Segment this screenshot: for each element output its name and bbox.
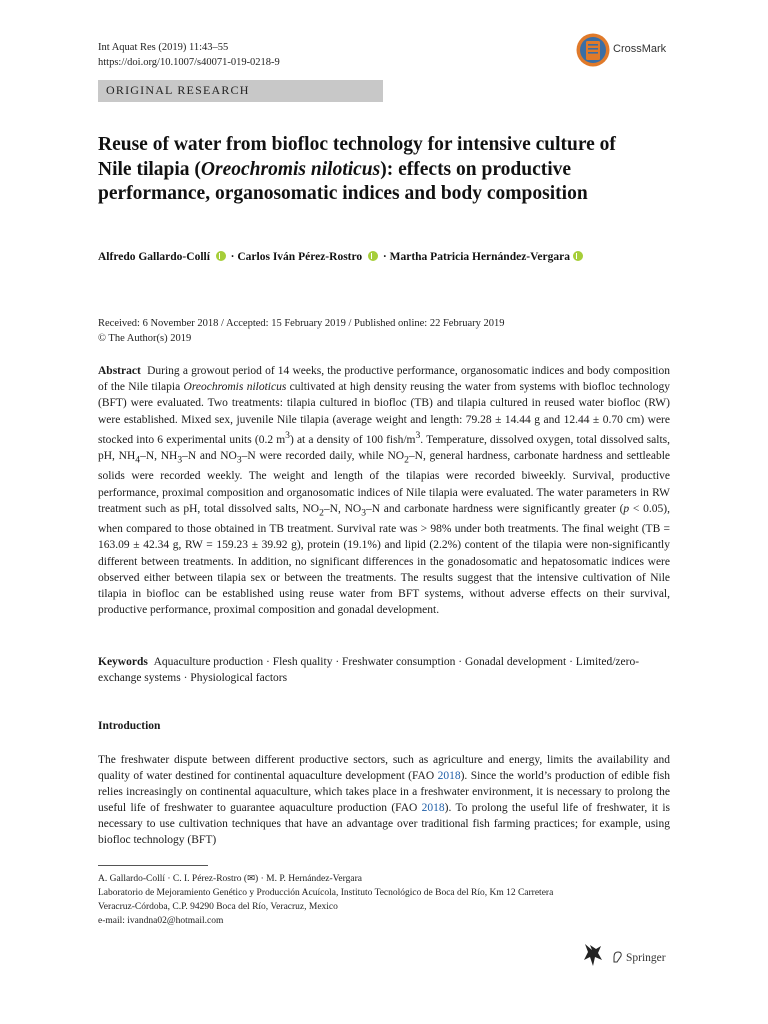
publisher-logo [582,940,682,970]
author-list: Alfredo Gallardo-Collí · Carlos Iván Pérez-Rostro · Martha Patricia Hernández-Vergara [98,251,698,263]
orcid-icon[interactable] [216,251,226,261]
keywords-label: Keywords [98,656,148,668]
journal-reference [98,40,280,70]
footnote-divider [98,865,208,866]
orcid-icon[interactable] [368,251,378,261]
footnote-authors: A. Gallardo-Collí · C. I. Pérez-Rostro (✉) · M. P. Hernández-Vergara [98,874,362,884]
abstract-label: Abstract [98,365,141,377]
author-name: Carlos Iván Pérez-Rostro [237,251,363,263]
keywords-list: Aquaculture production · Flesh quality · Freshwater consumption · Gonadal development · Limited/zero-exchange systems · Physiological factors [98,656,640,684]
title-species-name: Oreochromis niloticus [200,158,381,180]
springer-logo-icon [612,951,623,963]
abstract: Abstract During a growout period of 14 weeks, the productive performance, organosomatic indices and body composition of the Nile tilapia Oreochromis niloticus cultivated at high density reusing the water from systems with biofloc technology (BFT) were evaluated. Two treatments: tilapia cultured in biofloc (TB) and tilapia cultured in reused water biofloc (RW) were established. Mixed sex, juvenile Nile tilapia (average weight and length: 79.28 ± 14.44 g and 12.44 ± 0.70 cm) were stocked into 6 experimental units (0.2 $m^3$) at a density of 100 fish/$m^3$. Temperature, dissolved oxygen, total dissolved salts, pH, $NH_4-N$, $NH_3-N$ and $NO_3-N$ were recorded daily, while $NO_2-N$, general hardness, carbonate hardness and settleable solids were recorded weekly. The weight and length of the tilapias were recorded biweekly. Survival, productive performance, proximal composition and organosomatic indices of Nile tilapia were evaluated. The water parameters in RW treatment such as pH, total dissolved salts, $NO_2-N$, $NO_3-N$ and carbonate hardness were significantly greater (p < 0.05), when compared to those obtained in TB treatment. Survival rate was > 98% under both treatments. The final weight (TB = 163.09 ± 42.34 g, RW = 159.23 ± 39.92 g), protein (19.1%) and lipid (2.2%) content of the tilapia were non-significantly different between treatments. In addition, no significant differences in the gonadosomatic and hepatosomatic indices were observed either between tilapia sex or between the treatments. The results suggest that the intensive cultivation of Nile tilapia in biofloc can be established using reuse water from BFT systems, without adverse effects on their survival, productive performance, proximal composition and gonadal development. [98,365,671,617]
springer-horse-icon [582,942,604,968]
paper-title: Reuse of water from biofloc technology for intensive culture of Nile tilapia (Oreochromis niloticus): effects on productive performance, organosomatic indices and body composition [98,134,616,204]
publication-dates [98,316,505,346]
article-type-banner [98,80,383,102]
citation-link[interactable]: 2018 [437,770,461,782]
crossmark-icon [575,32,611,68]
author-name: Alfredo Gallardo-Collí [98,251,210,263]
section-heading-introduction: Introduction [98,720,161,732]
journal-citation: Int Aquat Res (2019) 11:43–55 [98,42,229,53]
author-name: Martha Patricia Hernández-Vergara [389,251,570,263]
crossmark-badge[interactable] [575,30,675,70]
contact-email[interactable]: e-mail: ivandna02@hotmail.com [98,916,224,926]
orcid-icon[interactable] [573,251,583,261]
affiliation-line: Laboratorio de Mejoramiento Genético y Producción Acuícola, Instituto Tecnológico de Boca del Río, Km 12 Carretera [98,888,554,898]
author-affiliation-footnote [98,872,670,928]
envelope-icon[interactable]: ✉ [247,874,256,884]
doi-link[interactable]: https://doi.org/10.1007/s40071-019-0218-9 [98,57,280,68]
article-type-label: ORIGINAL RESEARCH [106,83,250,97]
received-accepted-published: Received: 6 November 2018 / Accepted: 15 February 2019 / Published online: 22 February 2019 [98,318,505,329]
crossmark-label: CrossMark [613,43,667,55]
copyright-notice: © The Author(s) 2019 [98,333,192,344]
introduction-paragraph: The freshwater dispute between different productive sectors, such as agriculture and energy, limits the availability and quality of water destined for continental aquaculture development (FAO 2018). Since the world’s production of edible fish relies increasingly on continental aquaculture, which takes place in a freshwater environment, it is necessary to prolong the useful life of freshwater to guarantee aquaculture production (FAO 2018). To prolong the useful life of freshwater, it is necessary to use cultivation techniques that have an advantage over traditional fish farming practices; for example, using biofloc technology (BFT) [98,754,670,846]
keywords [98,654,670,686]
affiliation-line: Veracruz-Córdoba, C.P. 94290 Boca del Río, Veracruz, Mexico [98,902,338,912]
publisher-name: Springer [626,952,666,964]
citation-link[interactable]: 2018 [421,802,445,814]
